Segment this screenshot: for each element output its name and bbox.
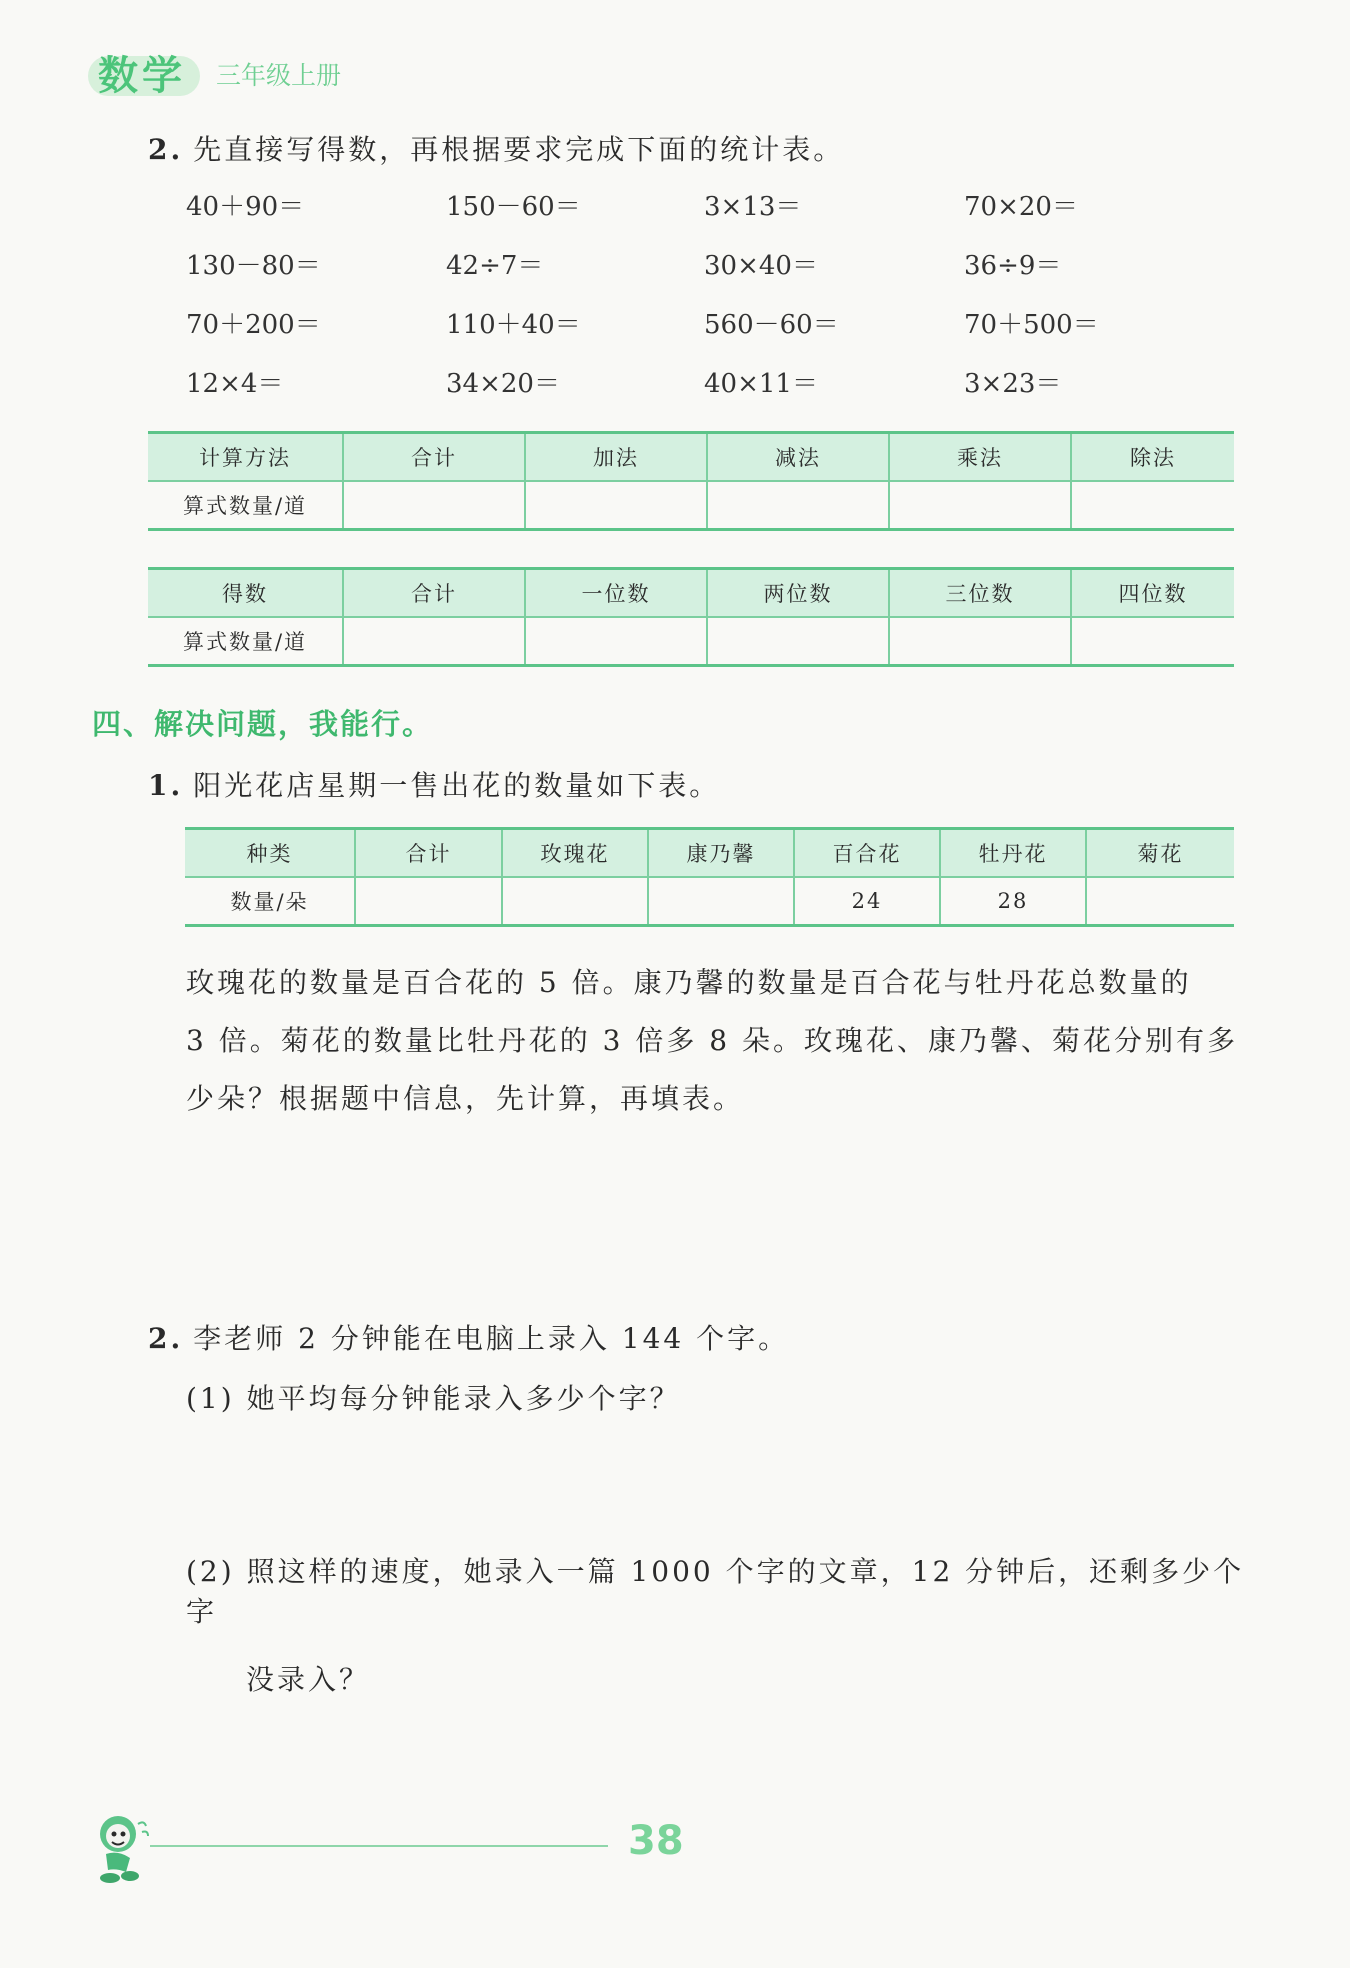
q2-prompt-text: 先直接写得数，再根据要求完成下面的统计表。 (193, 133, 845, 166)
table-header-row (148, 433, 1234, 482)
answer-cell[interactable] (525, 617, 707, 666)
equation-row (186, 186, 1166, 245)
table-header-cell: 除法 (1071, 433, 1234, 482)
footer-divider (150, 1845, 608, 1847)
table-row (148, 617, 1234, 666)
text-line: 少朵？根据题中信息，先计算，再填表。 (186, 1082, 745, 1115)
table-header-cell: 四位数 (1071, 569, 1234, 618)
header-grade: 三年级上册 (216, 61, 342, 90)
table-row (148, 481, 1234, 530)
equation: 560－60＝ (704, 310, 839, 340)
result-digits-table (148, 567, 1234, 667)
equation: 12×4＝ (186, 369, 284, 399)
answer-cell[interactable] (343, 481, 525, 530)
row-label: 算式数量/道 (148, 617, 343, 666)
table-header-cell: 乘法 (889, 433, 1071, 482)
answer-cell[interactable] (1086, 877, 1234, 926)
table-header-cell: 三位数 (889, 569, 1071, 618)
p1-prompt-text: 阳光花店星期一售出花的数量如下表。 (193, 769, 721, 802)
header-subject: 数学 (98, 53, 186, 99)
table-header-cell: 加法 (525, 433, 707, 482)
answer-cell[interactable] (502, 877, 648, 926)
table-header-cell: 合计 (355, 829, 502, 878)
flower-table (185, 827, 1234, 927)
text-line: (2) 照这样的速度，她录入一篇 1000 个字的文章，12 分钟后，还剩多少个字 (186, 1555, 1245, 1628)
p2-prompt (148, 1317, 789, 1357)
p2-sub1: (1) 她平均每分钟能录入多少个字？ (186, 1382, 681, 1415)
table-header-cell: 合计 (343, 433, 525, 482)
answer-cell[interactable] (1071, 617, 1234, 666)
equation: 3×23＝ (964, 369, 1062, 399)
q2-prompt (148, 128, 844, 168)
table-header-cell: 一位数 (525, 569, 707, 618)
table-header-cell: 百合花 (794, 829, 940, 878)
equation: 30×40＝ (704, 251, 818, 281)
answer-cell[interactable] (343, 617, 525, 666)
equation: 70＋500＝ (964, 310, 1099, 340)
table-header-cell: 合计 (343, 569, 525, 618)
table-header-cell: 种类 (185, 829, 355, 878)
p1-number: 1. (148, 769, 184, 802)
answer-cell[interactable] (889, 481, 1071, 530)
answer-cell[interactable] (525, 481, 707, 530)
equation: 70×20＝ (964, 192, 1078, 222)
p2-sub1-answer-space[interactable] (186, 1430, 1234, 1540)
table-header-cell: 计算方法 (148, 433, 343, 482)
text-line: 3 倍。菊花的数量比牡丹花的 3 倍多 8 朵。玫瑰花、康乃馨、菊花分别有多 (186, 1024, 1238, 1057)
equation: 130－80＝ (186, 251, 321, 281)
calc-method-table (148, 431, 1234, 531)
table-header-row (148, 569, 1234, 618)
table-header-cell: 减法 (707, 433, 889, 482)
table-header-row (185, 829, 1234, 878)
value-cell: 28 (940, 877, 1086, 926)
equation-grid (186, 186, 1166, 422)
equation: 3×13＝ (704, 192, 802, 222)
answer-cell[interactable] (889, 617, 1071, 666)
value-cell: 24 (794, 877, 940, 926)
p1-prompt (148, 764, 720, 804)
text-line: 玫瑰花的数量是百合花的 5 倍。康乃馨的数量是百合花与牡丹花总数量的 (186, 966, 1192, 999)
answer-cell[interactable] (707, 481, 889, 530)
answer-cell[interactable] (1071, 481, 1234, 530)
table-header-cell: 菊花 (1086, 829, 1234, 878)
table-header-cell: 得数 (148, 569, 343, 618)
text-line: 没录入？ (246, 1663, 371, 1696)
equation: 70＋200＝ (186, 310, 321, 340)
p2-sub2-answer-space[interactable] (186, 1660, 1234, 1790)
table-header-cell: 牡丹花 (940, 829, 1086, 878)
equation: 40×11＝ (704, 369, 818, 399)
answer-cell[interactable] (707, 617, 889, 666)
answer-cell[interactable] (648, 877, 794, 926)
equation-row (186, 245, 1166, 304)
section-title: 四、解决问题，我能行。 (92, 707, 434, 741)
table-header-cell: 两位数 (707, 569, 889, 618)
page-number: 38 (628, 1818, 684, 1864)
equation: 36÷9＝ (964, 251, 1062, 281)
table-row (185, 877, 1234, 926)
equation-row (186, 363, 1166, 422)
table-header-cell: 康乃馨 (648, 829, 794, 878)
equation-row (186, 304, 1166, 363)
p2-number: 2. (148, 1322, 184, 1355)
equation: 42÷7＝ (446, 251, 544, 281)
p1-answer-space[interactable] (186, 1120, 1234, 1300)
row-label: 数量/朵 (185, 877, 355, 926)
equation: 150－60＝ (446, 192, 581, 222)
equation: 110＋40＝ (446, 310, 581, 340)
equation: 40＋90＝ (186, 192, 305, 222)
q2-number: 2. (148, 133, 184, 166)
equation: 34×20＝ (446, 369, 560, 399)
answer-cell[interactable] (355, 877, 502, 926)
row-label: 算式数量/道 (148, 481, 343, 530)
p2-prompt-text: 李老师 2 分钟能在电脑上录入 144 个字。 (193, 1322, 790, 1355)
mascot-icon (88, 1810, 158, 1888)
table-header-cell: 玫瑰花 (502, 829, 648, 878)
p1-description (186, 954, 1246, 1128)
